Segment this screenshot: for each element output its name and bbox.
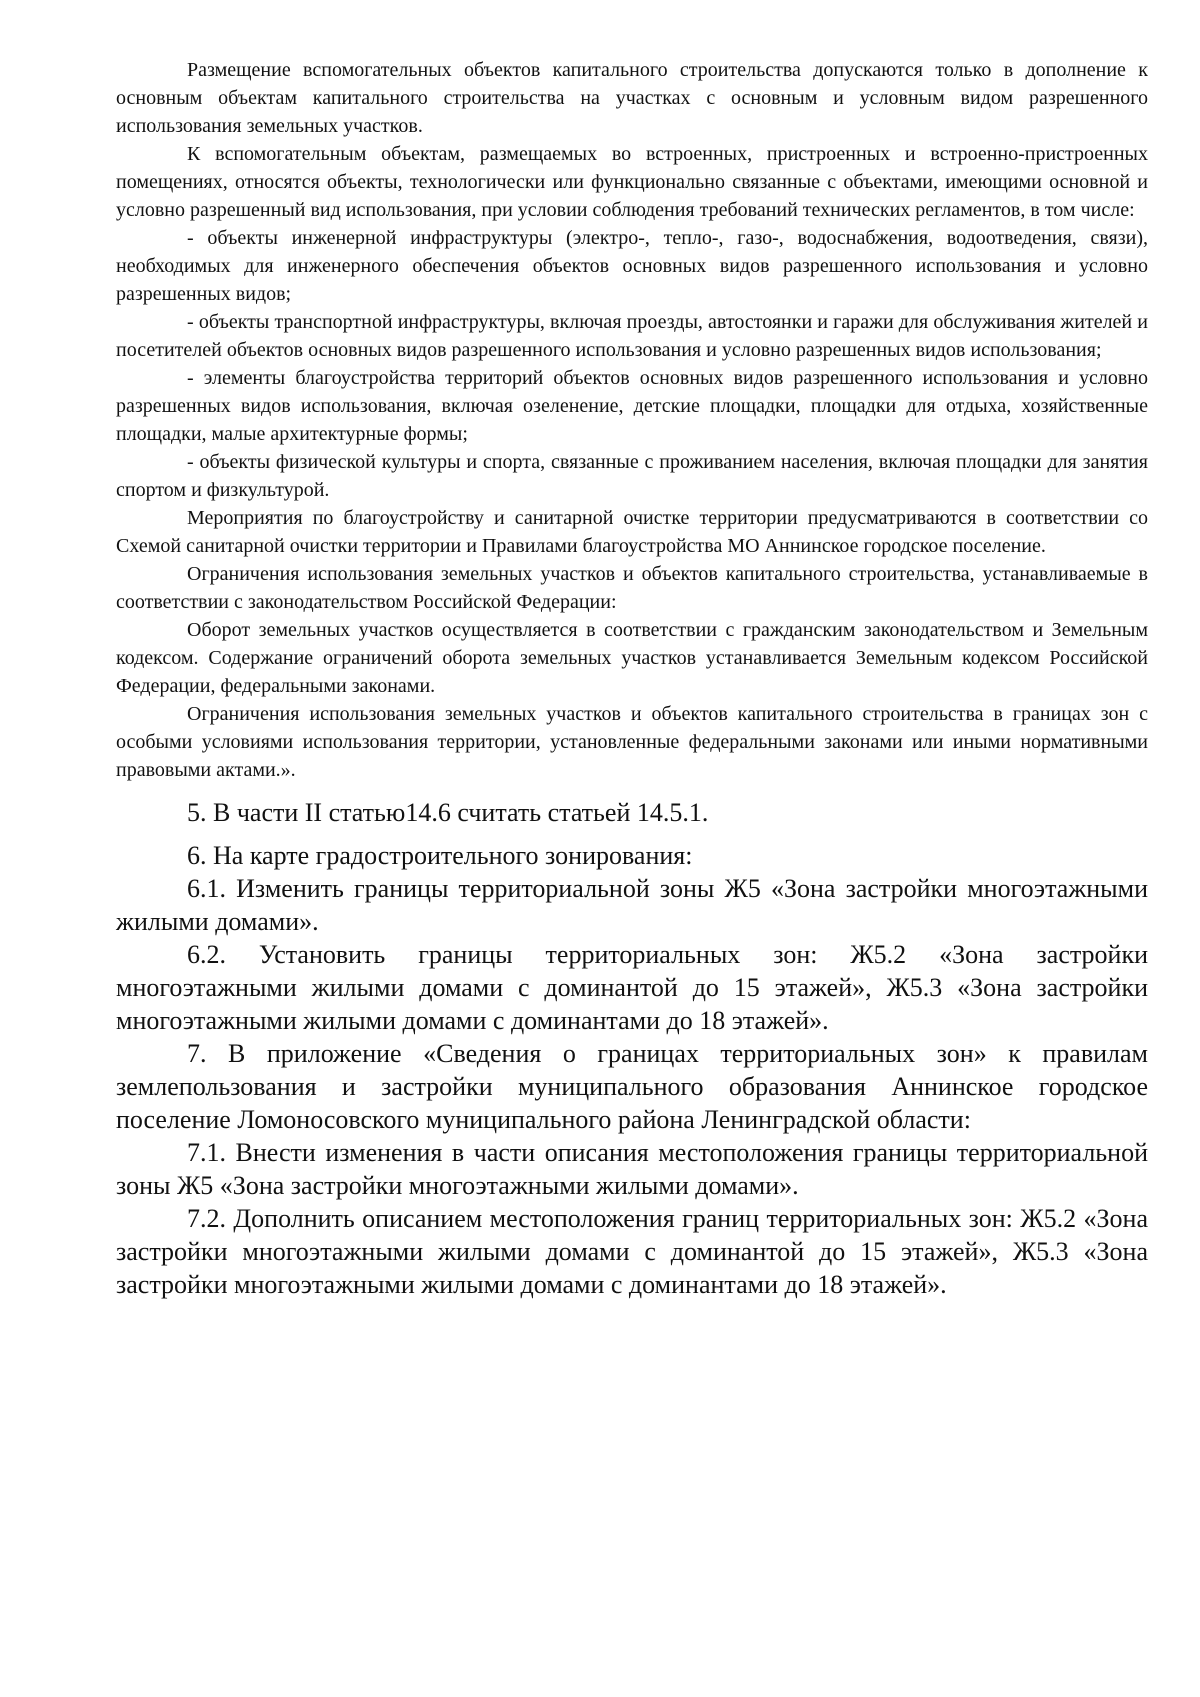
item-6-1: 6.1. Изменить границы территориальной зоны Ж5 «Зона застройки многоэтажными жилыми домами». [116, 874, 1148, 936]
paragraph-auxiliary-objects-list-intro: К вспомогательным объектам, размещаемых во встроенных, пристроенных и встроенно-пристроенных помещениях, относятся объекты, технологически или функционально связанные с объектами, имеющими основной и условно разрешенный вид использования, при условии соблюдения требований технических регламентов, в том числе: [116, 143, 1148, 221]
paragraph-sanitary-cleaning: Мероприятия по благоустройству и санитарной очистке территории предусматриваются в соответствии со Схемой санитарной очистки территории и Правилами благоустройства МО Аннинское городское поселение. [116, 507, 1148, 557]
list-item-landscaping-elements: - элементы благоустройства территорий объектов основных видов разрешенного использования и условно разрешенных видов использования, включая озеленение, детские площадки, площадки для отдыха, хозяйственные площадки, малые архитектурные формы; [116, 367, 1148, 445]
item-7-1: 7.1. Внести изменения в части описания местоположения границы территориальной зоны Ж5 «Зона застройки многоэтажными жилыми домами». [116, 1138, 1148, 1200]
item-7: 7. В приложение «Сведения о границах территориальных зон» к правилам землепользования и застройки муниципального образования Аннинское городское поселение Ломоносовского муниципального района Ленинградской области: [116, 1039, 1148, 1134]
paragraph-special-zones: Ограничения использования земельных участков и объектов капитального строительства в границах зон с особыми условиями использования территории, установленные федеральными законами или иными нормативными правовыми актами.». [116, 703, 1148, 781]
paragraph-land-turnover: Оборот земельных участков осуществляется в соответствии с гражданским законодательством и Земельным кодексом. Содержание ограничений оборота земельных участков устанавливается Земельным кодексом Российской Федерации, федеральными законами. [116, 619, 1148, 697]
item-5: 5. В части II статью14.6 считать статьей 14.5.1. [187, 798, 709, 827]
list-item-engineering-infrastructure: - объекты инженерной инфраструктуры (электро-, тепло-, газо-, водоснабжения, водоотведения, связи), необходимых для инженерного обеспечения объектов основных видов разрешенного использования и условно разрешенных видов; [116, 227, 1148, 305]
item-7-2: 7.2. Дополнить описанием местоположения границ территориальных зон: Ж5.2 «Зона застройки многоэтажными жилыми домами с доминантой до 15 этажей», Ж5.3 «Зона застройки многоэтажными жилыми домами с доминантами до 18 этажей». [116, 1204, 1148, 1299]
paragraph-auxiliary-objects: Размещение вспомогательных объектов капитального строительства допускаются только в дополнение к основным объектам капитального строительства на участках с основным и условным видом разрешенного использования земельных участков. [116, 59, 1148, 137]
document-page [116, 56, 1148, 1301]
item-6: 6. На карте градостроительного зонирования: [187, 841, 693, 870]
list-item-transport-infrastructure: - объекты транспортной инфраструктуры, включая проезды, автостоянки и гаражи для обслуживания жителей и посетителей объектов основных видов разрешенного использования и условно разрешенных видов использования; [116, 311, 1148, 361]
list-item-sports-facilities: - объекты физической культуры и спорта, связанные с проживанием населения, включая площадки для занятия спортом и физкультурой. [116, 451, 1148, 501]
item-6-2: 6.2. Установить границы территориальных зон: Ж5.2 «Зона застройки многоэтажными жилыми домами с доминантой до 15 этажей», Ж5.3 «Зона застройки многоэтажными жилыми домами с доминантами до 18 этажей». [116, 940, 1148, 1035]
paragraph-restrictions-intro: Ограничения использования земельных участков и объектов капитального строительства, устанавливаемые в соответствии с законодательством Российской Федерации: [116, 563, 1148, 613]
